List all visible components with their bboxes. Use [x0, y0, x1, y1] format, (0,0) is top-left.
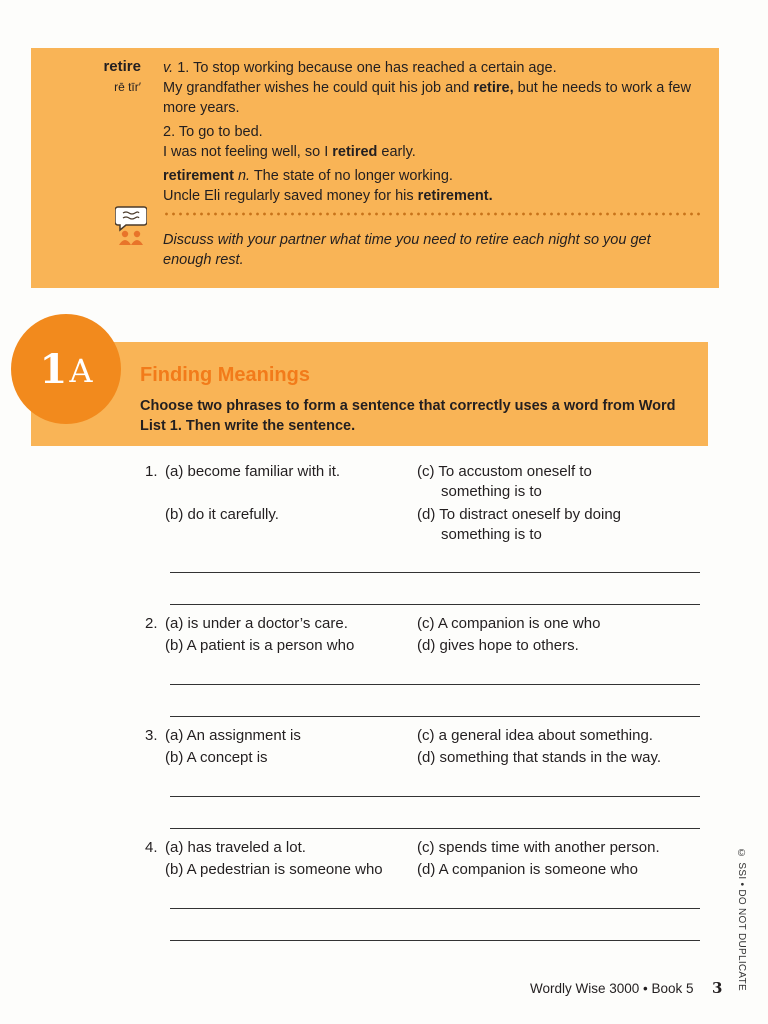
page-number: 3: [712, 979, 723, 997]
choice-a: (a) is under a doctor’s care.: [165, 615, 348, 632]
answer-line[interactable]: [170, 572, 700, 573]
answer-line[interactable]: [170, 796, 700, 797]
copyright-notice: © SSI • DO NOT DUPLICATE: [736, 848, 747, 992]
section-header: [31, 342, 708, 446]
answer-line[interactable]: [170, 940, 700, 941]
choice-b: (b) A patient is a person who: [165, 637, 355, 654]
choice-d: (d) To distract oneself by doing something is to: [417, 506, 622, 543]
definition-2: 2. To go to bed.: [163, 124, 263, 140]
exercise-item-2: [145, 614, 705, 658]
item-number: 3.: [145, 727, 158, 744]
item-number: 1.: [145, 463, 158, 480]
dotted-divider: [163, 212, 703, 216]
book-title: Wordly Wise 3000 • Book 5: [530, 981, 694, 996]
example-2: I was not feeling well, so I retired early.: [163, 144, 416, 160]
choice-b: (b) do it carefully.: [165, 506, 279, 523]
answer-line[interactable]: [170, 604, 700, 605]
choice-c: (c) A companion is one who: [417, 615, 601, 632]
badge-number: 1: [39, 345, 68, 393]
answer-line[interactable]: [170, 828, 700, 829]
example-1: My grandfather wishes he could quit his job and retire, but he needs to work a few more years.: [163, 80, 691, 116]
exercise-item-4: [145, 838, 705, 882]
exercise-item-3: [145, 726, 705, 770]
derivative: retirement n. The state of no longer working.: [163, 168, 453, 184]
choice-a: (a) An assignment is: [165, 727, 301, 744]
section-instructions: Choose two phrases to form a sentence that correctly uses a word from Word List 1. Then write the sentence.: [140, 398, 676, 434]
example-3: Uncle Eli regularly saved money for his retirement.: [163, 188, 493, 204]
choice-c: (c) spends time with another person.: [417, 839, 660, 856]
definition-1: v. 1. To stop working because one has reached a certain age.: [163, 60, 557, 76]
headword: retire: [103, 58, 141, 75]
answer-line[interactable]: [170, 684, 700, 685]
answer-line[interactable]: [170, 908, 700, 909]
pronunciation: rē tīr′: [114, 80, 141, 94]
discussion-prompt: Discuss with your partner what time you need to retire each night so you get enough rest.: [163, 232, 651, 268]
choice-d: (d) A companion is someone who: [417, 861, 638, 878]
choice-c: (c) To accustom oneself to something is to: [417, 463, 592, 500]
choice-d: (d) gives hope to others.: [417, 637, 579, 654]
item-number: 2.: [145, 615, 158, 632]
choice-a: (a) has traveled a lot.: [165, 839, 306, 856]
answer-line[interactable]: [170, 716, 700, 717]
badge-letter: A: [69, 352, 93, 390]
definition-body: [163, 58, 703, 206]
choice-b: (b) A concept is: [165, 749, 268, 766]
choice-b: (b) A pedestrian is someone who: [165, 861, 383, 878]
definition-box: [31, 48, 719, 288]
choice-c: (c) a general idea about something.: [417, 727, 653, 744]
section-title: Finding Meanings: [140, 364, 310, 386]
choice-a: (a) become familiar with it.: [165, 463, 341, 480]
item-number: 4.: [145, 839, 158, 856]
discussion-icon: [115, 204, 147, 246]
choice-d: (d) something that stands in the way.: [417, 749, 662, 766]
exercise-item-1: [145, 462, 705, 552]
section-badge: [11, 314, 121, 424]
